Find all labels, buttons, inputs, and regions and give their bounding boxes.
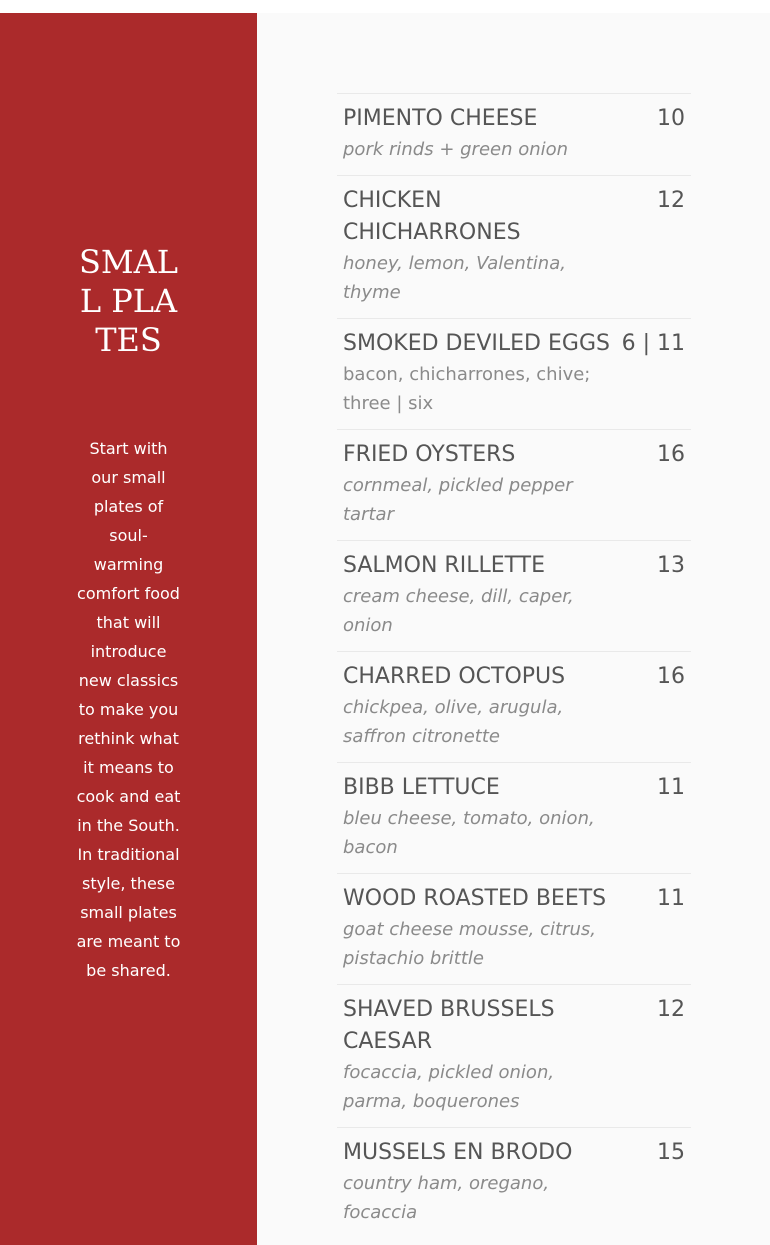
menu-item-salmon-rillette xyxy=(337,540,691,651)
menu-item-description: bleu cheese, tomato, onion, bacon xyxy=(343,808,595,858)
menu-item-shaved-brussels-caesar xyxy=(337,984,691,1127)
menu-item-price: 12 xyxy=(657,188,685,213)
menu-item-price: 11 xyxy=(657,775,685,800)
section-intro: Start with our small plates of soul-warming comfort food that will introduce new classics to make you rethink what it means to cook and eat in the South. In traditional style, these small plates are meant to be shared. xyxy=(76,439,181,980)
menu-item-price: 12 xyxy=(657,997,685,1022)
menu-item-description: cornmeal, pickled pepper tartar xyxy=(343,475,573,525)
menu-item-chicken-chicharrones xyxy=(337,175,691,318)
menu-item-price: 10 xyxy=(657,106,685,131)
menu-item-description: bacon, chicharrones, chive; three | six xyxy=(343,364,591,414)
menu-item-description: honey, lemon, Valentina, thyme xyxy=(343,253,566,303)
menu-item-price: 16 xyxy=(657,664,685,689)
menu-item-price: 15 xyxy=(657,1140,685,1165)
menu-item-charred-octopus xyxy=(337,651,691,762)
menu-item-smoked-deviled-eggs xyxy=(337,318,691,429)
menu-item-description: pork rinds + green onion xyxy=(343,139,569,160)
menu-item-price: 13 xyxy=(657,553,685,578)
menu-item-mussels-en-brodo xyxy=(337,1127,691,1238)
menu-item-description: chickpea, olive, arugula, saffron citronette xyxy=(343,697,564,747)
menu-item-head xyxy=(343,328,685,360)
menu-item-name: SHAVED BRUSSELS CAESAR xyxy=(343,997,555,1054)
menu-item-description: focaccia, pickled onion, parma, boquerones xyxy=(343,1062,555,1112)
menu-item-name: MUSSELS EN BRODO xyxy=(343,1140,573,1165)
menu-item-name: SMOKED DEVILED EGGS xyxy=(343,331,610,356)
menu-item-price: 6 | 11 xyxy=(621,331,685,356)
menu-item-name: BIBB LETTUCE xyxy=(343,775,500,800)
menu-item-name: FRIED OYSTERS xyxy=(343,442,516,467)
menu-item-price: 11 xyxy=(657,886,685,911)
menu-item-description: goat cheese mousse, citrus, pistachio brittle xyxy=(343,919,596,969)
menu-item-fried-oysters xyxy=(337,429,691,540)
menu-item-name: PIMENTO CHEESE xyxy=(343,106,538,131)
menu-item-name: CHICKEN CHICHARRONES xyxy=(343,188,521,245)
menu-item-price: 16 xyxy=(657,442,685,467)
menu-item-head xyxy=(343,994,685,1058)
section-title: SMALL PLATES xyxy=(78,243,179,359)
menu-item-head xyxy=(343,185,685,249)
menu-item-bibb-lettuce xyxy=(337,762,691,873)
menu-item-wood-roasted-beets xyxy=(337,873,691,984)
menu-item-name: WOOD ROASTED BEETS xyxy=(343,886,607,911)
menu-item-pimento-cheese xyxy=(337,93,691,175)
menu-item-name: SALMON RILLETTE xyxy=(343,553,546,578)
menu-item-head xyxy=(343,661,685,693)
menu-item-head xyxy=(343,439,685,471)
menu-item-head xyxy=(343,1137,685,1169)
menu-list xyxy=(337,93,691,1238)
menu-item-description: country ham, oregano, focaccia xyxy=(343,1173,550,1223)
menu-item-head xyxy=(343,550,685,582)
menu-item-head xyxy=(343,772,685,804)
menu-item-head xyxy=(343,103,685,135)
menu-item-description: cream cheese, dill, caper, onion xyxy=(343,586,574,636)
menu-content xyxy=(257,13,770,1245)
menu-item-head xyxy=(343,883,685,915)
menu-item-name: CHARRED OCTOPUS xyxy=(343,664,566,689)
section-sidebar xyxy=(0,13,257,1245)
